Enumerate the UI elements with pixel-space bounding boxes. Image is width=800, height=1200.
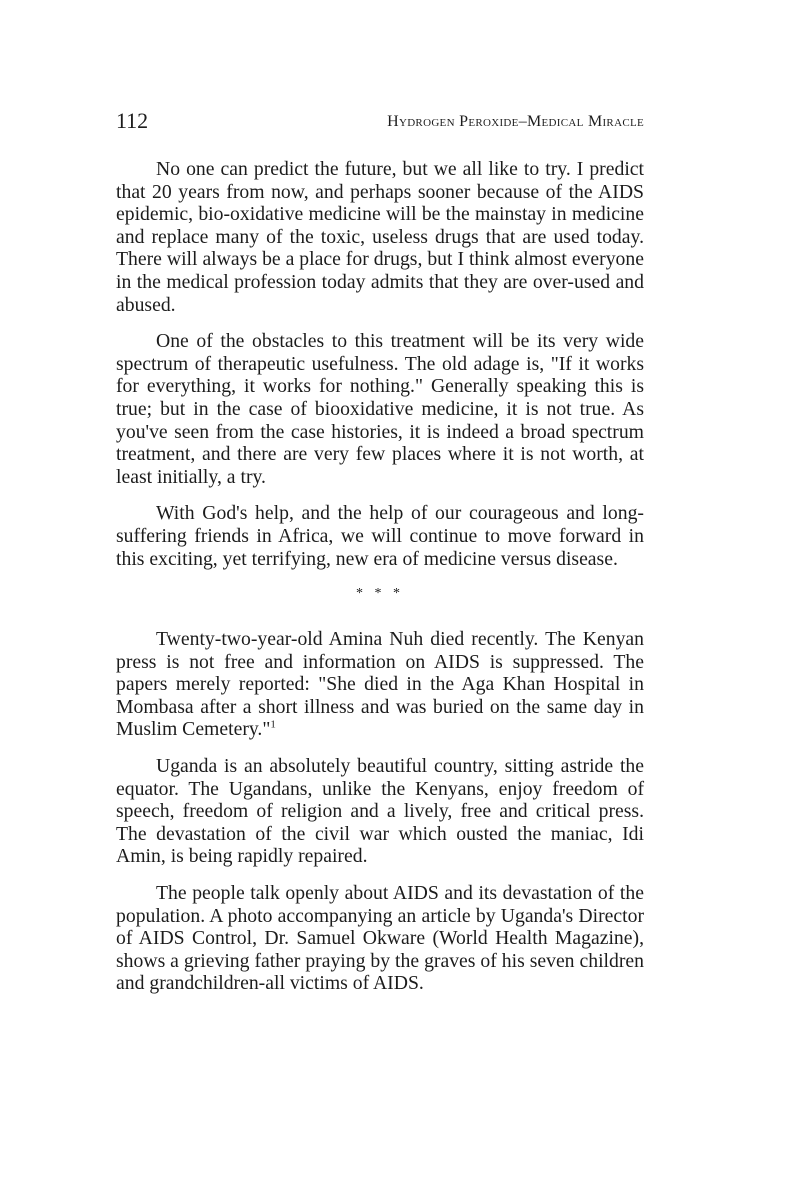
running-title: Hydrogen Peroxide–Medical Miracle <box>387 113 644 130</box>
running-header <box>116 104 644 140</box>
paragraph <box>116 628 644 741</box>
paragraph: The people talk openly about AIDS and its devastation of the population. A photo accompanying an article by Uganda's Director of AIDS Control, Dr. Samuel Okware (World Health Magazine), shows a grieving father praying by the graves of his seven children and grandchildren-all victims of AIDS. <box>116 882 644 995</box>
body-text <box>116 158 644 995</box>
paragraph: Uganda is an absolutely beautiful country, sitting astride the equator. The Ugandans, unlike the Kenyans, enjoy freedom of speech, freedom of religion and a lively, free and critical press. The devastation of the civil war which ousted the maniac, Idi Amin, is being rapidly repaired. <box>116 755 644 868</box>
footnote-marker: 1 <box>270 718 276 731</box>
paragraph: No one can predict the future, but we all like to try. I predict that 20 years from now, and perhaps sooner because of the AIDS epidemic, bio-oxidative medicine will be the mainstay in medicine and replace many of the toxic, useless drugs that are used today. There will always be a place for drugs, but I think almost everyone in the medical profession today admits that they are over-used and abused. <box>116 158 644 316</box>
paragraph: With God's help, and the help of our courageous and long-suffering friends in Africa, we will continue to move forward in this exciting, yet terrifying, new era of medicine versus disease. <box>116 502 644 570</box>
book-page <box>116 104 644 1009</box>
page-number: 112 <box>116 108 149 133</box>
paragraph: One of the obstacles to this treatment will be its very wide spectrum of therapeutic usefulness. The old adage is, "If it works for everything, it works for nothing." Generally speaking this is true; but in the case of biooxidative medicine, it is not true. As you've seen from the case histories, it is indeed a broad spectrum treatment, and there are very few places where it is not worth, at least initially, a try. <box>116 330 644 488</box>
section-break: * * * <box>356 586 404 602</box>
paragraph-text: Twenty-two-year-old Amina Nuh died recently. The Kenyan press is not free and information on AIDS is suppressed. The papers merely reported: "She died in the Aga Khan Hospital in Mombasa after a short illness and was buried on the same day in Muslim Cemetery." <box>116 628 644 741</box>
